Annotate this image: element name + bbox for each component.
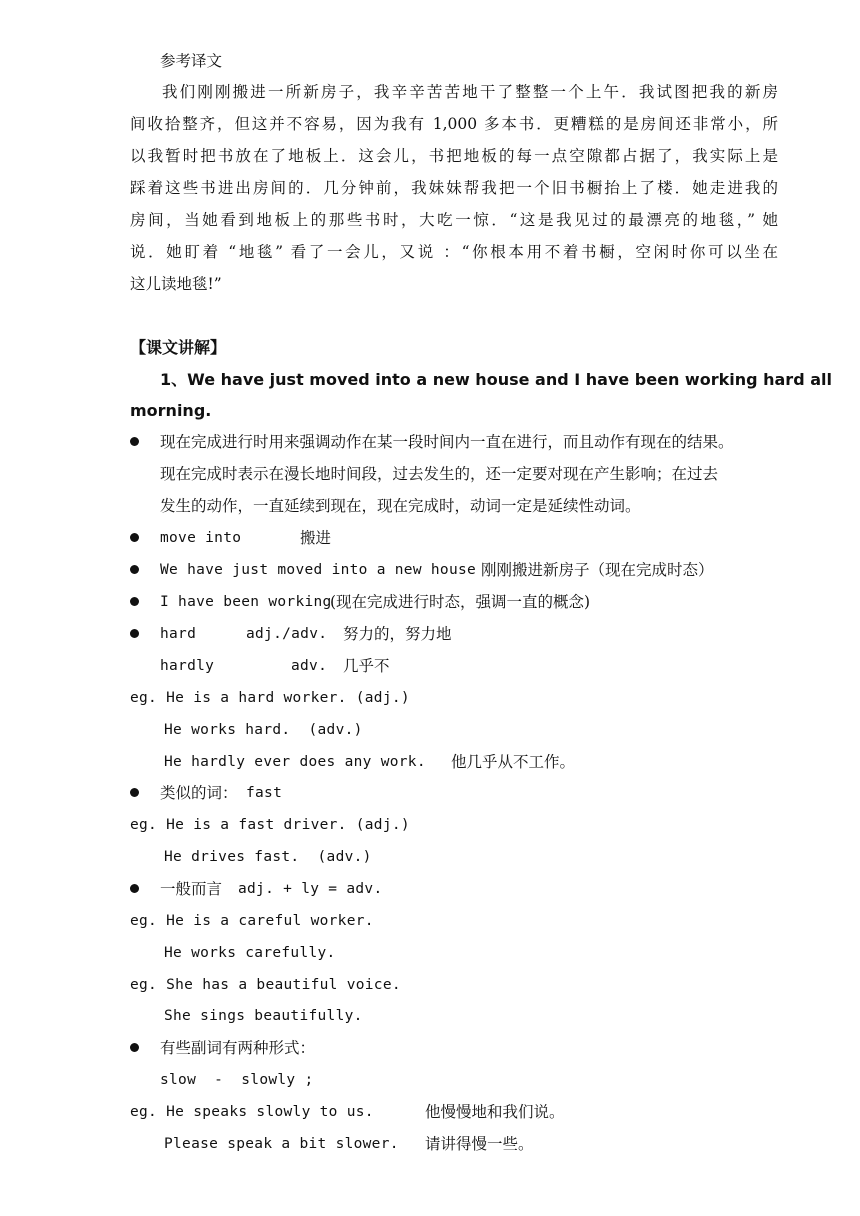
example-sentence: eg. She has a beautiful voice.: [130, 977, 401, 993]
word-hardly: hardly: [160, 658, 215, 674]
bullet-icon: [130, 788, 139, 797]
word-hard-cn: 努力的，努力地: [343, 625, 452, 643]
word-hard-pos: adj./adv.: [246, 626, 328, 642]
key-sentence-line-1: 1、We have just moved into a new house and I have been working hard all: [160, 370, 832, 389]
translation-line-2: 间收拾整齐，但这并不容易，因为我有 1,000 多本书．更糟糕的是房间还非常小，所: [130, 115, 778, 133]
bullet-icon: [130, 437, 139, 446]
phrase-en: move into: [160, 530, 242, 546]
phrase-cn: 搬进: [300, 529, 332, 547]
similar-word: fast: [246, 785, 283, 801]
example-sentence: He drives fast. (adv.): [164, 849, 372, 865]
example-en: We have just moved into a new house: [160, 562, 477, 578]
grammar-note-line-2: 现在完成时表示在漫长地时间段，过去发生的，还一定要对现在产生影响；在过去: [160, 465, 719, 483]
example-sentence: eg. He speaks slowly to us.: [130, 1104, 374, 1120]
translation-line-3: 以我暂时把书放在了地板上．这会儿，书把地板的每一点空隙都占据了，我实际上是: [130, 147, 778, 165]
rule-formula: adj. + ly = adv.: [238, 881, 383, 897]
translation-line-4: 踩着这些书进出房间的．几分钟前，我妹妹帮我把一个旧书橱抬上了楼．她走进我的: [130, 179, 778, 197]
bullet-icon: [130, 629, 139, 638]
example-sentence: He hardly ever does any work.: [164, 754, 426, 770]
example-sentence: eg. He is a fast driver. (adj.): [130, 817, 410, 833]
translation-line-7: 这儿读地毯!”: [130, 275, 222, 293]
word-hardly-pos: adv.: [291, 658, 328, 674]
two-forms-label: 有些副词有两种形式：: [160, 1039, 316, 1057]
example-translation: 他几乎从不工作。: [451, 753, 576, 771]
bullet-icon: [130, 884, 139, 893]
translation-line-5: 房间，当她看到地板上的那些书时，大吃一惊．“这是我见过的最漂亮的地毯，” 她: [130, 211, 778, 229]
bullet-icon: [130, 565, 139, 574]
example-cn: (现在完成进行时态，强调一直的概念): [330, 593, 591, 611]
similar-words-label: 类似的词：: [160, 784, 238, 802]
translation-line-1: 我们刚刚搬进一所新房子，我辛辛苦苦地干了整整一个上午．我试图把我的新房: [162, 83, 778, 101]
grammar-note-line-1: 现在完成进行时用来强调动作在某一段时间内一直在进行，而且动作有现在的结果。: [160, 433, 734, 451]
example-sentence: He works carefully.: [164, 945, 336, 961]
word-hardly-cn: 几乎不: [343, 657, 390, 675]
example-sentence: eg. He is a careful worker.: [130, 913, 374, 929]
lecture-heading: 【课文讲解】: [130, 338, 227, 357]
example-en: I have been working: [160, 594, 332, 610]
example-sentence: He works hard. (adv.): [164, 722, 363, 738]
example-cn: 刚刚搬进新房子（现在完成时态）: [481, 561, 714, 579]
example-translation: 请讲得慢一些。: [425, 1135, 534, 1153]
grammar-note-line-3: 发生的动作，一直延续到现在，现在完成时，动词一定是延续性动词。: [160, 497, 641, 515]
bullet-icon: [130, 1043, 139, 1052]
rule-label: 一般而言: [160, 880, 223, 898]
key-sentence-line-2: morning.: [130, 401, 212, 420]
example-sentence: Please speak a bit slower.: [164, 1136, 399, 1152]
example-sentence: She sings beautifully.: [164, 1008, 363, 1024]
word-forms: slow - slowly ;: [160, 1072, 314, 1088]
example-sentence: eg. He is a hard worker. (adj.): [130, 690, 410, 706]
translation-line-6: 说．她盯着 “地毯” 看了一会儿，又说 ：“你根本用不着书橱，空闲时你可以坐在: [130, 243, 778, 261]
word-hard: hard: [160, 626, 197, 642]
example-translation: 他慢慢地和我们说。: [425, 1103, 565, 1121]
bullet-icon: [130, 597, 139, 606]
translation-title: 参考译文: [160, 52, 223, 70]
bullet-icon: [130, 533, 139, 542]
